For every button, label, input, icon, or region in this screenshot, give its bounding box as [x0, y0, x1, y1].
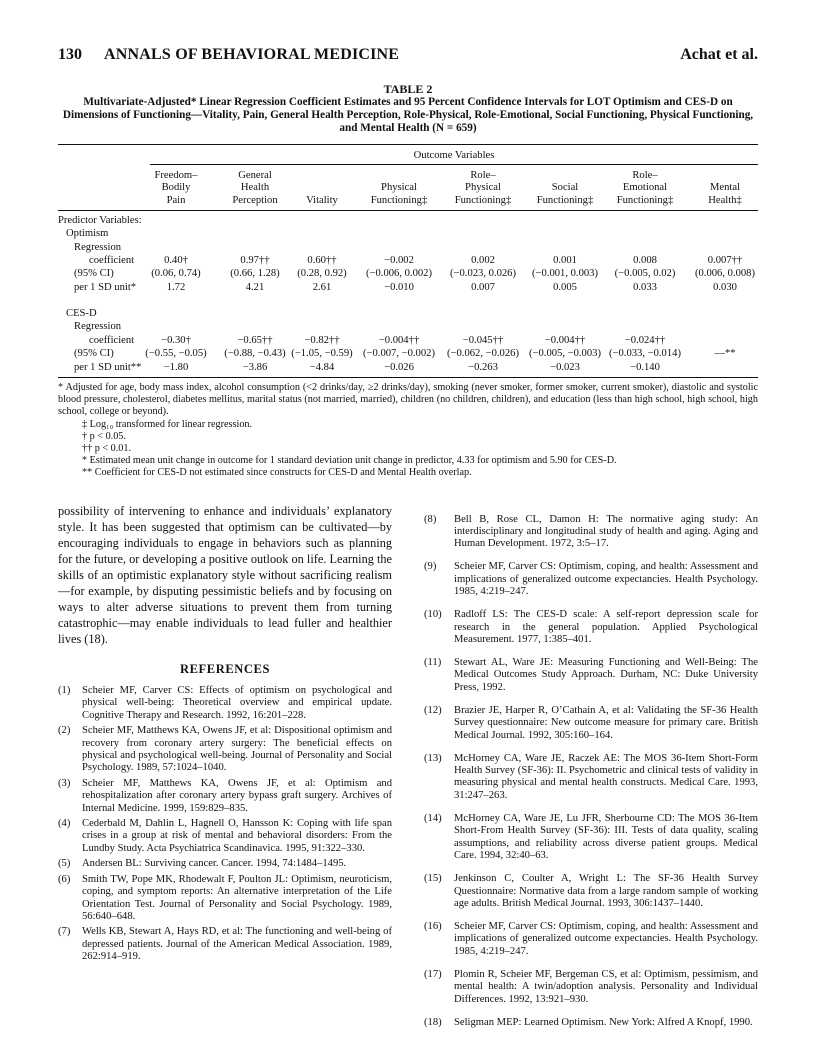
note-cesd: ** Coefficient for CES-D not estimated since constructs for CES-D and Mental Health overlap. [82, 467, 472, 479]
reference-number: (3) [58, 777, 71, 789]
table-cell: −0.82†† [304, 335, 340, 346]
table-cell: 1.72 [166, 282, 186, 293]
table-cell: 0.001 [553, 255, 577, 266]
reference-number: (1) [58, 685, 71, 696]
table-notes [58, 382, 758, 480]
reference-item [58, 685, 392, 722]
references-list-left [58, 685, 392, 964]
reference-number: (11) [424, 657, 442, 669]
table-cell: 0.033 [633, 282, 657, 293]
stub-ci: (95% CI) [74, 268, 114, 279]
reference-text: Brazier JE, Harper R, O’Cathain A, et al: Validating the SF-36 Health Survey questionnaire: New outcome measure for primary care. British Medical Journal. 1992, 305:160–164. [454, 704, 758, 741]
reference-item [58, 818, 392, 855]
reference-item [422, 873, 758, 910]
reference-text: Andersen BL: Surviving cancer. Cancer. 1994, 74:1484–1495. [82, 858, 347, 870]
table-cell: −4.84 [309, 362, 335, 373]
reference-text: Cederbald M, Dahlin L, Hagnell O, Hansson K: Coping with life span crises in a group at risk of mental and behavioral disorders: From the Lundby Study. Acta Psychiatrica Scandinavica. 1995, 91:322–330. [82, 818, 392, 854]
table-cell: −3.86 [242, 362, 268, 373]
note-adjusted: * Adjusted for age, body mass index, alcohol consumption (<2 drinks/day, ≥2 drinks/day), smoking (never smoker, former smoker, current smoker), diastolic and systolic blood pressure, cholesterol, diabetes mellitus, marital status (not married, married), children (no children, children), and education (less than high school, high school, high school, college or beyond). [58, 382, 758, 418]
column-header-8-line-3: Health‡ [708, 194, 742, 206]
table-cell: (0.006, 0.008) [694, 268, 756, 279]
table-cell: 0.008 [633, 255, 657, 266]
reference-text: Scheier MF, Carver CS: Effects of optimism on psychological and physical well-being: Theoretical overview and empirical update. Cognitive Therapy and Research. 1992, 16:201–228. [82, 685, 392, 721]
table-cell: (−0.001, 0.003) [532, 268, 598, 279]
reference-text: McHorney CA, Ware JE, Lu JFR, Sherbourne CD: The MOS 36-Item Short-From Health Survey (SF-36): III. Tests of data quality, scaling assumptions, and reliability across diverse patient groups. Medical Care. 1994, 32:40–63. [454, 812, 758, 862]
reference-text: Smith TW, Pope MK, Rhodewalt F, Poulton JL: Optimism, neuroticism, coping, and symptom reports: An alternative interpretation of the Life Orientation Test. Journal of Personality and Social Psychology. 1989, 56:640–648. [82, 873, 392, 922]
note-log: ‡ Log₁₀ transformed for linear regression. [82, 418, 253, 430]
table-cell: −0.004†† [544, 335, 586, 346]
reference-text: Radloff LS: The CES-D scale: A self-report depression scale for research in the general population. Applied Psychological Measurement. 1977, 1:385–401. [454, 609, 758, 646]
table-cell: (−0.006, 0.002) [366, 268, 432, 279]
reference-number: (5) [58, 858, 71, 870]
reference-number: (18) [424, 1016, 442, 1028]
table-cell: (−0.005, −0.003) [529, 348, 601, 359]
reference-text: Scheier MF, Matthews KA, Owens JF, et al: Dispositional optimism and recovery from coronary artery surgery: The beneficial effects on physical and psychological well-being. Journal of Personality and Social Psychology. 1989, 57:1024–1040. [82, 725, 392, 774]
reference-text: McHorney CA, Ware JE, Raczek AE: The MOS 36-Item Short-Form Health Survey (SF-36): II. Psychometric and clinical tests of validity in measuring physical and mental health constructs. Medical Care. 1993, 31:247–263. [454, 752, 758, 801]
left-column [58, 503, 392, 967]
table-cell: 0.007†† [707, 255, 743, 266]
reference-text: Bell B, Rose CL, Damon H: The normative aging study: An interdisciplinary and longitudinal study of health and aging. Aging and Human Development. 1972, 3:5–17. [454, 513, 758, 550]
reference-text: Scheier MF, Carver CS: Optimism, coping, and health: Assessment and implications of generalized outcome expectancies. Health Psychology. 1985, 4:219–247. [454, 561, 758, 598]
note-sd: * Estimated mean unit change in outcome for 1 standard deviation unit change in predictor, 4.33 for optimism and 5.90 for CES-D. [82, 455, 617, 467]
reference-item [422, 753, 758, 803]
reference-item [422, 813, 758, 863]
column-header-2-line-2: Health [240, 182, 270, 194]
table-cell: (0.06, 0.74) [151, 268, 201, 279]
table-cell: 0.002 [471, 255, 495, 266]
table-cell: −0.263 [468, 362, 498, 373]
reference-item [58, 725, 392, 775]
reference-item [422, 514, 758, 551]
reference-text: Stewart AL, Ware JE: Measuring Functioning and Well-Being: The Medical Outcomes Study Approach. Durham, NC: Duke University Press, 1992. [454, 657, 758, 693]
reference-item [422, 921, 758, 958]
table-cell: 0.97†† [240, 255, 270, 266]
column-header-1-line-1: Freedom– [154, 170, 198, 181]
outcome-header-rule [150, 164, 758, 165]
table-cell: (0.28, 0.92) [297, 268, 347, 279]
table-caption: Multivariate-Adjusted* Linear Regression Coefficient Estimates and 95 Percent Confidence Intervals for LOT Optimism and CES-D on Dimensions of Functioning—Vitality, Pain, General Health Perception, Role-Physical, Role-Emotional, Social Functioning, Physical Functioning, and Mental Health (N = 659) [62, 96, 754, 135]
table-cell: −1.80 [163, 362, 189, 373]
note-p01: †† p < 0.01. [82, 443, 132, 455]
reference-number: (17) [424, 968, 442, 980]
stub-cesd: CES-D [66, 308, 97, 319]
table-cell: −0.024†† [624, 335, 666, 346]
table-cell: (−0.007, −0.002) [363, 348, 435, 359]
references-list-right [422, 514, 758, 1029]
column-header-2-line-1: General [238, 170, 272, 181]
column-header-2-line-3: Perception [232, 194, 278, 206]
column-header-7-line-1: Role– [632, 170, 658, 181]
reference-item [422, 609, 758, 646]
body-paragraph: possibility of intervening to enhance and individuals’ explanatory style. It has been suggested that optimism can be cultivated—by encouraging individuals to engage in behaviors such as planning for the future, or developing a positive outlook on life. Learning the skills of an optimistic explanatory style without sacrificing realism—for example, by disputing pessimistic beliefs and by focusing on ways to alter adverse situations to prevent them from turning catastrophic—may enable individuals to lead fuller and healthier lives (18). [58, 504, 392, 646]
reference-text: Scheier MF, Matthews KA, Owens JF, et al: Optimism and rehospitalization after coronary artery bypass graft surgery. Archives of Internal Medicine. 1999, 159:829–835. [82, 777, 392, 814]
table-bottom-rule [58, 377, 758, 378]
table-cell: (−0.023, 0.026) [450, 268, 516, 279]
reference-text: Wells KB, Stewart A, Hays RD, et al: The functioning and well-being of depressed patients. Journal of the American Medical Association. 1989, 262:914–919. [82, 926, 392, 963]
reference-item [422, 657, 758, 694]
reference-number: (16) [424, 920, 442, 932]
reference-text: Seligman MEP: Learned Optimism. New York: Alfred A Knopf, 1990. [454, 1016, 753, 1028]
reference-text: Jenkinson C, Coulter A, Wright L: The SF-36 Health Survey Questionnaire: Normative data from a large random sample of working age adults. British Medical Journal. 1993, 306:1437–1440. [454, 873, 758, 909]
reference-number: (12) [424, 704, 442, 716]
reference-number: (13) [424, 752, 442, 764]
table-cell: 0.005 [553, 282, 577, 293]
stub-per-sd: per 1 SD unit* [74, 282, 137, 293]
reference-number: (7) [58, 926, 71, 938]
column-header-1-line-2: Bodily [161, 182, 191, 194]
reference-text: Scheier MF, Carver CS: Optimism, coping, and health: Assessment and implications of generalized outcome expectancies. Health Psychology. 1985, 4:219–247. [454, 920, 758, 957]
table-cell: −0.002 [384, 255, 414, 266]
table-cell: 4.21 [245, 282, 265, 293]
reference-item [422, 561, 758, 598]
table-cell: (−0.062, −0.026) [447, 348, 519, 359]
table-cell: 0.030 [713, 282, 737, 293]
table-cell: —** [714, 348, 736, 359]
page-number: 130 [58, 46, 82, 63]
stub-optimism: Optimism [66, 228, 109, 239]
table-label: TABLE 2 [383, 82, 433, 96]
table-cell: (−0.88, −0.43) [224, 348, 286, 359]
column-header-6-line-3: Functioning‡ [536, 194, 594, 206]
table-cell: −0.023 [550, 362, 580, 373]
stub-predictors: Predictor Variables: [58, 215, 142, 226]
reference-item [58, 858, 392, 870]
right-column [422, 503, 758, 1033]
table-cell: 0.007 [471, 282, 495, 293]
reference-number: (6) [58, 873, 71, 885]
table-cell: −0.010 [384, 282, 414, 293]
stub-cesd-per-sd: per 1 SD unit** [74, 362, 142, 373]
table-cell: (−0.55, −0.05) [145, 348, 207, 359]
table-cell: (−0.005, 0.02) [614, 268, 676, 279]
table-cell: −0.045†† [462, 335, 504, 346]
column-header-6-line-2: Social [551, 182, 579, 194]
reference-number: (14) [424, 812, 442, 824]
running-author: Achat et al. [680, 46, 758, 63]
table-cell: (0.66, 1.28) [230, 268, 280, 279]
running-header [58, 46, 758, 68]
stub-coefficient: coefficient [89, 255, 135, 266]
journal-title: ANNALS OF BEHAVIORAL MEDICINE [104, 46, 400, 63]
column-header-4-line-2: Physical [381, 182, 417, 194]
reference-number: (10) [424, 609, 442, 621]
reference-item [58, 926, 392, 963]
table-cell: −0.30† [161, 335, 191, 346]
table-cell: (−1.05, −0.59) [291, 348, 353, 359]
table-cell: −0.65†† [237, 335, 273, 346]
column-header-5-line-2: Physical [465, 182, 501, 194]
reference-item [422, 705, 758, 742]
reference-number: (4) [58, 818, 71, 830]
column-header-5-line-3: Functioning‡ [454, 194, 512, 206]
column-header-5-line-1: Role– [470, 170, 496, 181]
reference-item [422, 1017, 758, 1029]
reference-item [58, 778, 392, 815]
table-cell: −0.004†† [378, 335, 420, 346]
table-cell: −0.140 [630, 362, 660, 373]
reference-number: (2) [58, 725, 71, 737]
reference-item [58, 874, 392, 924]
table-cell: 0.40† [164, 255, 188, 266]
reference-text: Plomin R, Scheier MF, Bergeman CS, et al: Optimism, pessimism, and mental health: A twin/adoption analysis. Personality and Individual Differences. 1992, 13:921–930. [454, 968, 758, 1005]
reference-item [422, 969, 758, 1006]
table-cell: 0.60†† [307, 255, 337, 266]
column-header-1-line-3: Pain [166, 194, 186, 206]
column-header-3-line-3: Vitality [306, 194, 338, 206]
reference-number: (9) [424, 561, 437, 573]
stub-cesd-coefficient: coefficient [89, 335, 135, 346]
stub-cesd-regression: Regression [74, 321, 122, 332]
note-p05: † p < 0.05. [82, 430, 126, 442]
header-bottom-rule [58, 210, 758, 211]
column-header-7-line-2: Emotional [622, 182, 668, 194]
column-header-4-line-3: Functioning‡ [370, 194, 428, 206]
table-cell: 2.61 [312, 282, 332, 293]
column-header-8-line-2: Mental [709, 182, 740, 194]
column-header-7-line-3: Functioning‡ [616, 194, 674, 206]
stub-regression: Regression [74, 242, 122, 253]
reference-number: (15) [424, 873, 442, 885]
table-cell: −0.026 [384, 362, 414, 373]
table-top-rule [58, 144, 758, 145]
table-cell: (−0.033, −0.014) [609, 348, 681, 359]
outcome-variables-header: Outcome Variables [413, 150, 495, 161]
reference-number: (8) [424, 513, 437, 525]
references-heading: REFERENCES [179, 662, 271, 676]
stub-cesd-ci: (95% CI) [74, 348, 114, 359]
